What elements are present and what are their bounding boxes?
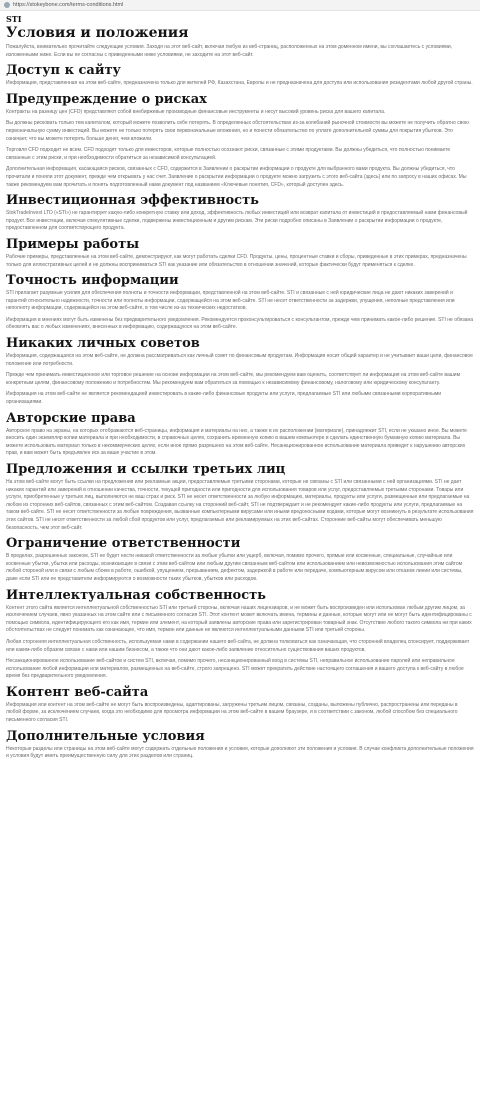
terms-section [6, 237, 474, 269]
section-paragraph: Некоторые разделы или страницы на этом веб-сайте могут содержать отдельные положения и условия, которые дополняют эти положения и условия. В случае конфликта дополнительные положения и условия будут иметь преимущественную силу для этих разделов или страниц. [6, 745, 474, 760]
terms-section [6, 729, 474, 761]
section-paragraph: Информация в мнениях могут быть изменены без предварительного уведомления. Рекомендуется проконсультироваться с консультантом, прежде чем принимать какое-либо решение. STI не обязана обновлять вас о любых изменениях, внесенных в информацию, содержащуюся на этом веб-сайте. [6, 316, 474, 331]
section-paragraph: Контент этого сайта является интеллектуальной собственностью STI или третьей стороны, включая наших лицензиаров, и не может быть воспроизведен или использован любым другим лицом, за исключением случаев, явно указанных на этом сайте или с письменного согласия STI. Этот контент может включать имена, термины и данные, которые могут или не могут быть идентифицированы с помощью символа, идентифицирующего его как имя, термин или элемент, на который заявлены авторские права или зарегистрирован товарный знак. Отсутствие любого такого символа ни при каких обстоятельствах не следует понимать как означающее, что имя, термин или данные не являются интеллектуальными данными STI или третьей стороны. [6, 604, 472, 634]
terms-section [6, 92, 474, 189]
section-paragraph: Прежде чем принимать инвестиционное или торговое решение на основе информации на этом веб-сайте, мы рекомендуем вам оценить, соответствует ли информация на этом веб-сайте вашим конкретным целям, финансовому положению и потребностям. Мы рекомендуем вам обратиться за помощью к независимому финансовому, налоговому или юридическому консультанту. [6, 372, 461, 386]
section-heading: Контент веб-сайта [6, 684, 149, 700]
section-paragraph: Рабочие примеры, представленные на этом веб-сайте, демонстрируют, как могут работать сделки CFD. Продукты, цены, процентные ставки и сборы, приведенные в этих примерах, предназначены только для иллюстративных целей и не должны восприниматься STI как указание или обязательство в отношении значений, которые фактически будут применяться к сделке. [6, 253, 467, 268]
terms-section [6, 536, 474, 583]
terms-section [6, 193, 474, 233]
section-paragraph: Информация, содержащаяся на этом веб-сайте, не должна рассматриваться как личный совет по финансовым продуктам. Информация носит общий характер и не учитывает ваши цели, финансовое положение или потребности. [6, 353, 473, 367]
terms-section [6, 588, 474, 681]
terms-section [6, 462, 474, 532]
terms-section [6, 411, 474, 458]
section-paragraph: StokTradeInvest LTD («STI») не гарантирует какую-либо конкретную ставку или доход, эффективность любых инвестиций или возврат капитала от инвестиций в предоставляемый нами финансовый продукт. Все инвестиции, включая спекулятивные сделки, подвержены инвестиционным и другим рискам. Эти риски подробно описаны в Заявлении о раскрытии информации о продукте, предоставленном для соответствующего продукта. [6, 210, 468, 232]
section-heading: Никаких личных советов [6, 336, 200, 352]
section-paragraph: На этом веб-сайте могут быть ссылки на предложения или рекламные акции, предоставляемые третьими сторонами, которые не связаны с STI или связанными с ней организациями. STI не дает никаких гарантий или заверений в отношении качества, точности, текущей пригодности или пригодности для использования товаров или услуг, предоставляемых третьими сторонами. Товары или услуги, приобретенные у третьих лиц, выполняются не ваш страх и риск. STI не несет ответственности за любую информацию, материалы, продукты или услуги, размещенные или предлагаемые на любом из сторонних веб-сайтов, связанных с этим веб-сайтом. Создавая ссылку на сторонний веб-сайт, STI не подтверждает и не рекомендует какие-либо продукты или услуги, предлагаемые на таком веб-сайте. STI не несет ответственности за любые повреждения, вызванные компьютерными вирусами или иными вредоносными кодами, которые могут возникнуть в результате использования этих сайтов. STI не несет ответственности за любой сбой продуктов или услуг, предлагаемых или рекламируемых на этих веб-сайтах. Сторонние веб-сайты могут обеспечивать меньшую безопасность, чем этот веб-сайт. [6, 479, 474, 531]
site-brand-logo[interactable]: STI [6, 14, 22, 24]
section-heading: Интеллектуальная собственность [6, 587, 266, 603]
terms-content [0, 25, 480, 761]
section-paragraph: Вы должны рисковать только тем капиталом, который можете позволить себе потерять. В определенных обстоятельствах из-за колебаний рыночной стоимости вы можете не получить обратно свою первоначальную сумму инвестиций. Вы можете не только потерять свои первоначальные вложения, но и понести обязательство по уплате дополнительной суммы для покрытия убытков. Это означает, что вы можете потерять больше денег, чем вложили. [6, 120, 469, 142]
terms-section [6, 685, 474, 725]
terms-section [6, 63, 474, 88]
section-paragraph: Торговля CFD подходит не всем. CFD подходят только для инвесторов, которые полностью осознают риски, связанные с этими продуктами. Вы должны убедиться, что полностью понимаете связанные с этим риски, и при необходимости обратиться за независимой консультацией. [6, 147, 451, 161]
site-favicon-icon [4, 2, 10, 8]
section-paragraph: Контракты на разницу цен (CFD) представляют собой внебиржевые производные финансовые инструменты и несут высокий уровень риска для вашего капитала. [6, 108, 386, 115]
section-heading: Примеры работы [6, 236, 140, 252]
section-heading: Предложения и ссылки третьих лиц [6, 462, 286, 477]
terms-sections [6, 63, 474, 761]
url-text: https://stokeybone.com/terms-conditions.html [13, 2, 124, 8]
section-heading: Авторские права [6, 410, 136, 426]
section-paragraph: STI прилагает разумные усилия для обеспечения полноты и точности информации, представленной на этом веб-сайте. STI и связанные с ней юридические лица не дают никаких заверений и гарантий относительно надежности, точности или полноты информации, содержащейся на этом веб-сайте. STI не несет ответственности за задержки, упущения, неполные представления или неполноту информации, содержащейся на этом веб-сайте, в том числе из-за технических недостатков. [6, 290, 455, 312]
section-heading: Предупреждение о рисках [6, 91, 207, 107]
section-paragraph: Информация на этом веб-сайте не является рекомендацией инвестировать в какие-либо финансовые продукты или услуги, предлагаемые STI или любыми связанными корпоративными организациями. [6, 391, 442, 406]
section-paragraph: Дополнительная информация, касающаяся рисков, связанных с CFD, содержится в Заявлении о раскрытии информации о продукте для выбранного вами продукта. Вы должны убедиться, что прочитали и поняли этот документ, прежде чем открывать у нас счет. Заявление о раскрытии информации о продукте можно загрузить с этого веб-сайта (здесь) или по запросу в наших офисах. Мы также рекомендуем вам прочитать и понять подготовленный нами документ под названием «Ключевые понятия, CFD», который доступен здесь. [6, 166, 467, 188]
section-paragraph: Несанкционированное использование веб-сайтов и систем STI, включая, помимо прочего, несанкционированный вход в системы STI, неправильное использование паролей или неправильное использование любой информации или материалов, размещенных на веб-сайте, строго запрещено. STI может прекратить действие настоящего соглашения и вашего доступа к веб-сайту в любое время без предварительного уведомления. [6, 658, 464, 680]
section-heading: Дополнительные условия [6, 728, 205, 744]
terms-section [6, 273, 474, 332]
terms-section [6, 336, 474, 407]
section-paragraph: Авторское право на экраны, на которых отображаются веб-страницы, информация и материалы на них, а также в их расположении (материале), принадлежит STI, если не указано иное. Вы можете вносить один экземпляр копии материала и при необходимости, в справочных целях, сохранить временную копию в вашем компьютере и сделать единственную бумажную копию материала. Вы можете использовать материал только в некоммерческих целях, если иное прямо разрешено на этом веб-сайте. Несанкционированное использование материала приведет к нарушению авторских прав, и вам может быть предъявлен иск за ваше участие в этом. [6, 427, 467, 457]
section-heading: Точность информации [6, 273, 179, 289]
section-heading: Инвестиционная эффективность [6, 193, 259, 209]
section-heading: Ограничение ответственности [6, 536, 241, 552]
section-paragraph: Информация, представленная на этом веб-сайте, предназначена только для жителей РФ, Казахстана, Европы и не предназначена для доступа или использования резидентами любой другой страны. [6, 80, 473, 87]
section-paragraph: Информация или контент на этом веб-сайте не могут быть воспроизведены, адаптированы, загружены третьим лицом, связаны, созданы, выложены публично, распространены или переданы в любой форме, за исключением случаев, когда это необходимо для просмотра информации на этом веб-сайте в вашем браузере, и в соответствии с законом, любой способом без специального письменного согласия STI. [6, 701, 458, 724]
intro-paragraph: Пожалуйста, внимательно прочитайте следующие условия. Заходя на этот веб-сайт, включая любую из веб-страниц, расположенных на этом доменном имени, вы соглашаетесь с условиями, изложенными ниже. Если вы не согласны с приведенными ниже условиями, не заходите на этот веб-сайт. [6, 44, 453, 58]
page-title: Условия и положения [6, 25, 189, 41]
section-heading: Доступ к сайту [6, 63, 121, 79]
section-paragraph: В пределах, разрешенных законом, STI не будет нести никакой ответственности за любые убытки или ущерб, включая, помимо прочего, прямые или косвенные, специальные, случайные или косвенные убытки, убытки или расходы, возникающие в связи с этим веб-сайтом или любым другим связанным веб-сайтом или использованием или невозможностью использования этим сайтом любой стороной или в связи с любым сбоем в работе, ошибкой, упущением, прерыванием, дефектом, задержкой в работе или передаче, компьютерным вирусом или отказом линии или системы, даже если STI или ее представители информируются о возможности таких убытков, убытков или расходов. [6, 553, 463, 582]
browser-address-bar[interactable] [0, 0, 480, 11]
section-paragraph: Любая сторонняя интеллектуальная собственность, используемая нами в содержании нашего веб-сайта, не должна толковаться как означающая, что сторонний владелец спонсирует, поддерживает или каким-либо образом связан с нами или нашим бизнесом, а также что они дают какое-либо заявление относительно существования ваших продуктов. [6, 638, 470, 653]
